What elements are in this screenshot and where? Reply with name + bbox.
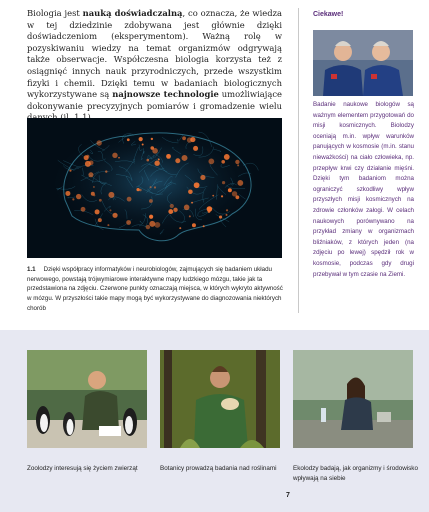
botanist-caption: Botanicy prowadzą badania nad roślinami — [160, 465, 277, 472]
activity-point — [105, 170, 107, 172]
activity-point — [112, 153, 117, 158]
activity-point — [175, 158, 180, 163]
activity-point — [226, 209, 228, 211]
activity-point — [72, 198, 74, 200]
intro-paragraph — [27, 8, 282, 124]
activity-point — [190, 137, 195, 142]
activity-point — [221, 195, 223, 197]
activity-point — [179, 227, 181, 229]
activity-point — [76, 194, 81, 199]
activity-point — [112, 213, 117, 218]
activity-point — [224, 154, 230, 160]
ecologist-illustration — [293, 350, 413, 448]
activity-point — [109, 209, 111, 211]
activity-point — [151, 138, 153, 140]
activity-point — [203, 225, 205, 227]
activity-point — [146, 225, 150, 229]
astronaut-twins-photo — [313, 30, 413, 96]
activity-point — [108, 192, 114, 198]
zoologist-photo — [27, 350, 147, 448]
ecologist-caption: Ekolodzy badają, jak organizmy i środowisko wpływają na siebie — [293, 465, 418, 482]
activity-point — [149, 215, 153, 219]
activity-point — [226, 214, 228, 216]
figure-number: 1.1 — [27, 266, 36, 273]
activity-point — [146, 159, 149, 162]
activity-point — [222, 181, 225, 184]
ecologist-photo — [293, 350, 413, 448]
activity-point — [154, 222, 160, 228]
figure-caption-text: Dzięki współpracy informatyków i neurobiologów, zajmujących się badaniem układu nerwowego, powstają trójwymiarowe interaktywne mapy ludzkiego mózgu, takie jak ta przedstawiona na zdjęciu. Czerwone punkty oznaczają miejsca, w których wykryto aktywność w mózgu. W przyszłości takie mapy mogą być wykorzystywane do diagnozowania niektórych chorób — [27, 266, 283, 312]
zoologist-caption: Zoolodzy interesują się życiem zwierząt — [27, 465, 138, 472]
activity-point — [99, 199, 102, 202]
activity-point — [154, 186, 156, 188]
activity-point — [69, 170, 71, 172]
activity-point — [126, 220, 131, 225]
activity-point — [191, 202, 193, 204]
activity-point — [184, 205, 190, 211]
activity-point — [219, 215, 222, 218]
activity-point — [182, 155, 188, 161]
activity-point — [192, 223, 196, 227]
activity-point — [88, 172, 93, 177]
activity-point — [212, 195, 214, 197]
activity-point — [85, 161, 91, 167]
activity-point — [149, 221, 155, 227]
page-number: 7 — [286, 492, 290, 499]
intro-bold-2: najnowsze technologie — [112, 89, 219, 100]
activity-point — [235, 195, 239, 199]
activity-point — [154, 161, 159, 166]
zoologist-illustration — [27, 350, 147, 448]
activity-point — [127, 197, 132, 202]
activity-point — [170, 204, 174, 208]
sidebar-heading: Ciekawe! — [313, 11, 344, 18]
activity-point — [96, 140, 101, 145]
activity-point — [189, 215, 191, 217]
activity-point — [168, 209, 173, 214]
activity-point — [221, 160, 225, 164]
activity-point — [194, 182, 200, 188]
activity-point — [95, 209, 100, 214]
activity-point — [107, 224, 109, 226]
activity-point — [150, 186, 152, 188]
activity-point — [127, 138, 130, 141]
activity-point — [200, 175, 205, 180]
activity-point — [228, 188, 232, 192]
activity-point — [182, 136, 186, 140]
activity-point — [65, 191, 70, 196]
activity-point — [93, 186, 95, 188]
intro-text-3: umożliwiające dokonywanie precyzyjnych pomiarów i gromadzenie wielu — [27, 89, 282, 111]
figure-caption — [27, 265, 289, 314]
column-divider — [298, 8, 299, 313]
activity-point — [208, 158, 214, 164]
activity-point — [235, 160, 239, 164]
astronauts-illustration — [313, 30, 413, 96]
activity-point — [166, 154, 171, 159]
intro-bold-1: nauką doświadczalną — [82, 8, 183, 18]
activity-point — [150, 146, 154, 150]
activity-point — [93, 194, 95, 196]
activity-point — [237, 164, 239, 166]
activity-point — [81, 207, 86, 212]
activity-point — [149, 199, 153, 203]
activity-point — [98, 218, 102, 222]
botanist-photo — [160, 350, 280, 448]
activity-point — [173, 208, 177, 212]
sidebar-text: Badanie naukowe biologów są ważnym elementem przygotowań do misji kosmicznych. Biolodzy oceniają m.in. wpływ warunków panujących w kosmosie (m.in. stanu nieważkości) na ciało człowieka, np. przepływ krwi czy działanie mięśni. Dzięki tym badaniom można ograniczyć szkodliwy wpływ przyszłych misji kosmicznych na zdrowie członków załogi. W celach naukowych porównywano na przykład zmiany w organizmach bliźniaków, z których jeden (na zdjęciu po lewej) spędził rok w kosmosie, podczas gdy drugi przebywał w tym czasie na Ziemi. — [313, 101, 414, 278]
activity-point — [139, 137, 143, 141]
activity-point — [118, 157, 120, 159]
intro-text-1: Biologia jest — [27, 8, 83, 18]
brain-map-image — [27, 118, 282, 258]
activity-point — [237, 180, 243, 186]
brain-illustration — [27, 118, 282, 258]
activity-point — [193, 146, 198, 151]
activity-point — [158, 158, 160, 160]
activity-point — [84, 155, 89, 160]
activity-point — [207, 206, 213, 212]
activity-point — [136, 188, 139, 191]
activity-point — [188, 189, 193, 194]
botanist-illustration — [160, 350, 280, 448]
activity-point — [142, 143, 144, 145]
intro-text-2: , co oznacza, że wiedza w tej dziedzinie zdobywana jest głównie dzięki doświadczeniom (eksperymentom). Ważną rolę w pozyskiwaniu wiedzy na temat organizmów odgrywają także obserwacje. Współczesna biologia korzysta też z osiągnięć innych nauk przyrodniczych, przede wszystkim fizyki i chemii. Dzięki temu w badaniach biologicznych wykorzystywane są — [27, 8, 283, 100]
